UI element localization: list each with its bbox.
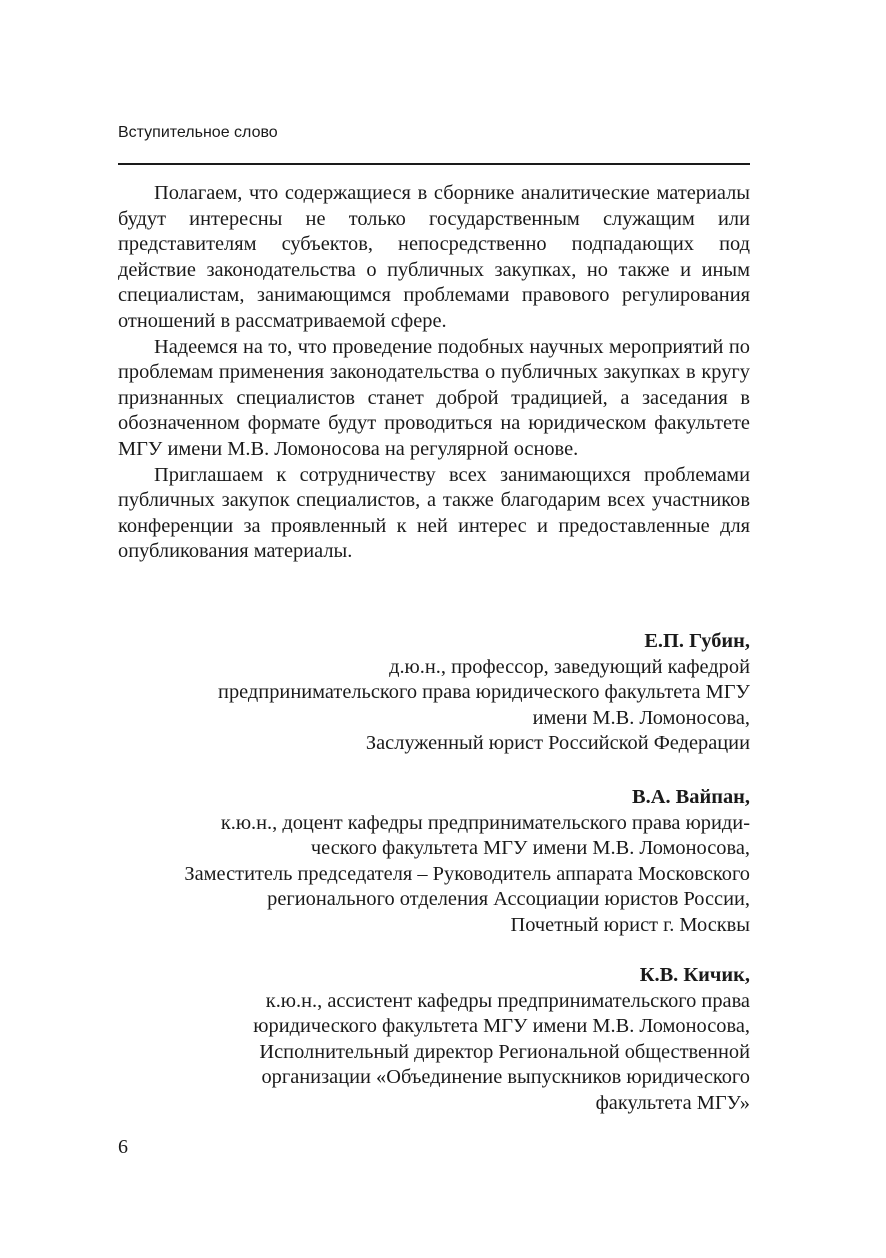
signature-kichik: [118, 963, 750, 1117]
page-number: 6: [118, 1136, 128, 1158]
paragraph-2: Надеемся на то, что проведение подобных научных мероприятий по проблемам применения законодательства о публичных закупках в кругу признанных специалистов станет доброй традицией, а заседания в обозначенном формате будут проводиться на юридическом факультете МГУ имени М.В. Ломоносова на регулярной основе.: [118, 335, 750, 460]
signature-line: регионального отделения Ассоциации юристов России,: [267, 888, 750, 911]
paragraph-3: Приглашаем к сотрудничеству всех занимающихся проблемами публичных закупок специалистов, а также благодарим всех участников конференции за проявленный к ней интерес и предоставленные для опубликования материалы.: [118, 463, 750, 563]
signature-name: В.А. Вайпан,: [632, 786, 750, 808]
signature-name: К.В. Кичик,: [639, 964, 750, 986]
running-header: Вступительное слово: [118, 124, 278, 141]
paragraph-1: Полагаем, что содержащиеся в сборнике аналитические материалы будут интересны не только государственным служащим или представителям субъектов, непосредственно подпадающих под действие законодательства о публичных закупках, но также и иным специалистам, занимающимся проблемами правового регулирования отношений в рассматриваемой сфере.: [118, 182, 750, 332]
signature-vaipan: [118, 785, 750, 939]
signature-line: к.ю.н., ассистент кафедры предпринимательского права: [265, 989, 750, 1012]
signature-line: имени М.В. Ломоносова,: [532, 706, 750, 729]
signature-line: ческого факультета МГУ имени М.В. Ломоносова,: [310, 837, 750, 860]
signature-name: Е.П. Губин,: [644, 630, 750, 652]
signature-line: организации «Объединение выпускников юридического: [261, 1066, 750, 1089]
signature-gubin: [118, 629, 750, 757]
signature-line: Почетный юрист г. Москвы: [510, 913, 750, 936]
body-text: [118, 181, 750, 565]
signature-line: Исполнительный директор Региональной общественной: [259, 1040, 750, 1063]
signature-line: д.ю.н., профессор, заведующий кафедрой: [389, 655, 750, 678]
header-rule: [118, 163, 750, 165]
signature-line: факультета МГУ»: [595, 1091, 750, 1114]
signature-line: Заслуженный юрист Российской Федерации: [365, 732, 750, 755]
signature-line: предпринимательского права юридического факультета МГУ: [218, 681, 750, 704]
signature-line: юридического факультета МГУ имени М.В. Ломоносова,: [253, 1015, 750, 1038]
signature-line: к.ю.н., доцент кафедры предпринимательского права юриди-: [220, 811, 750, 834]
signature-line: Заместитель председателя – Руководитель аппарата Московского: [184, 862, 750, 885]
